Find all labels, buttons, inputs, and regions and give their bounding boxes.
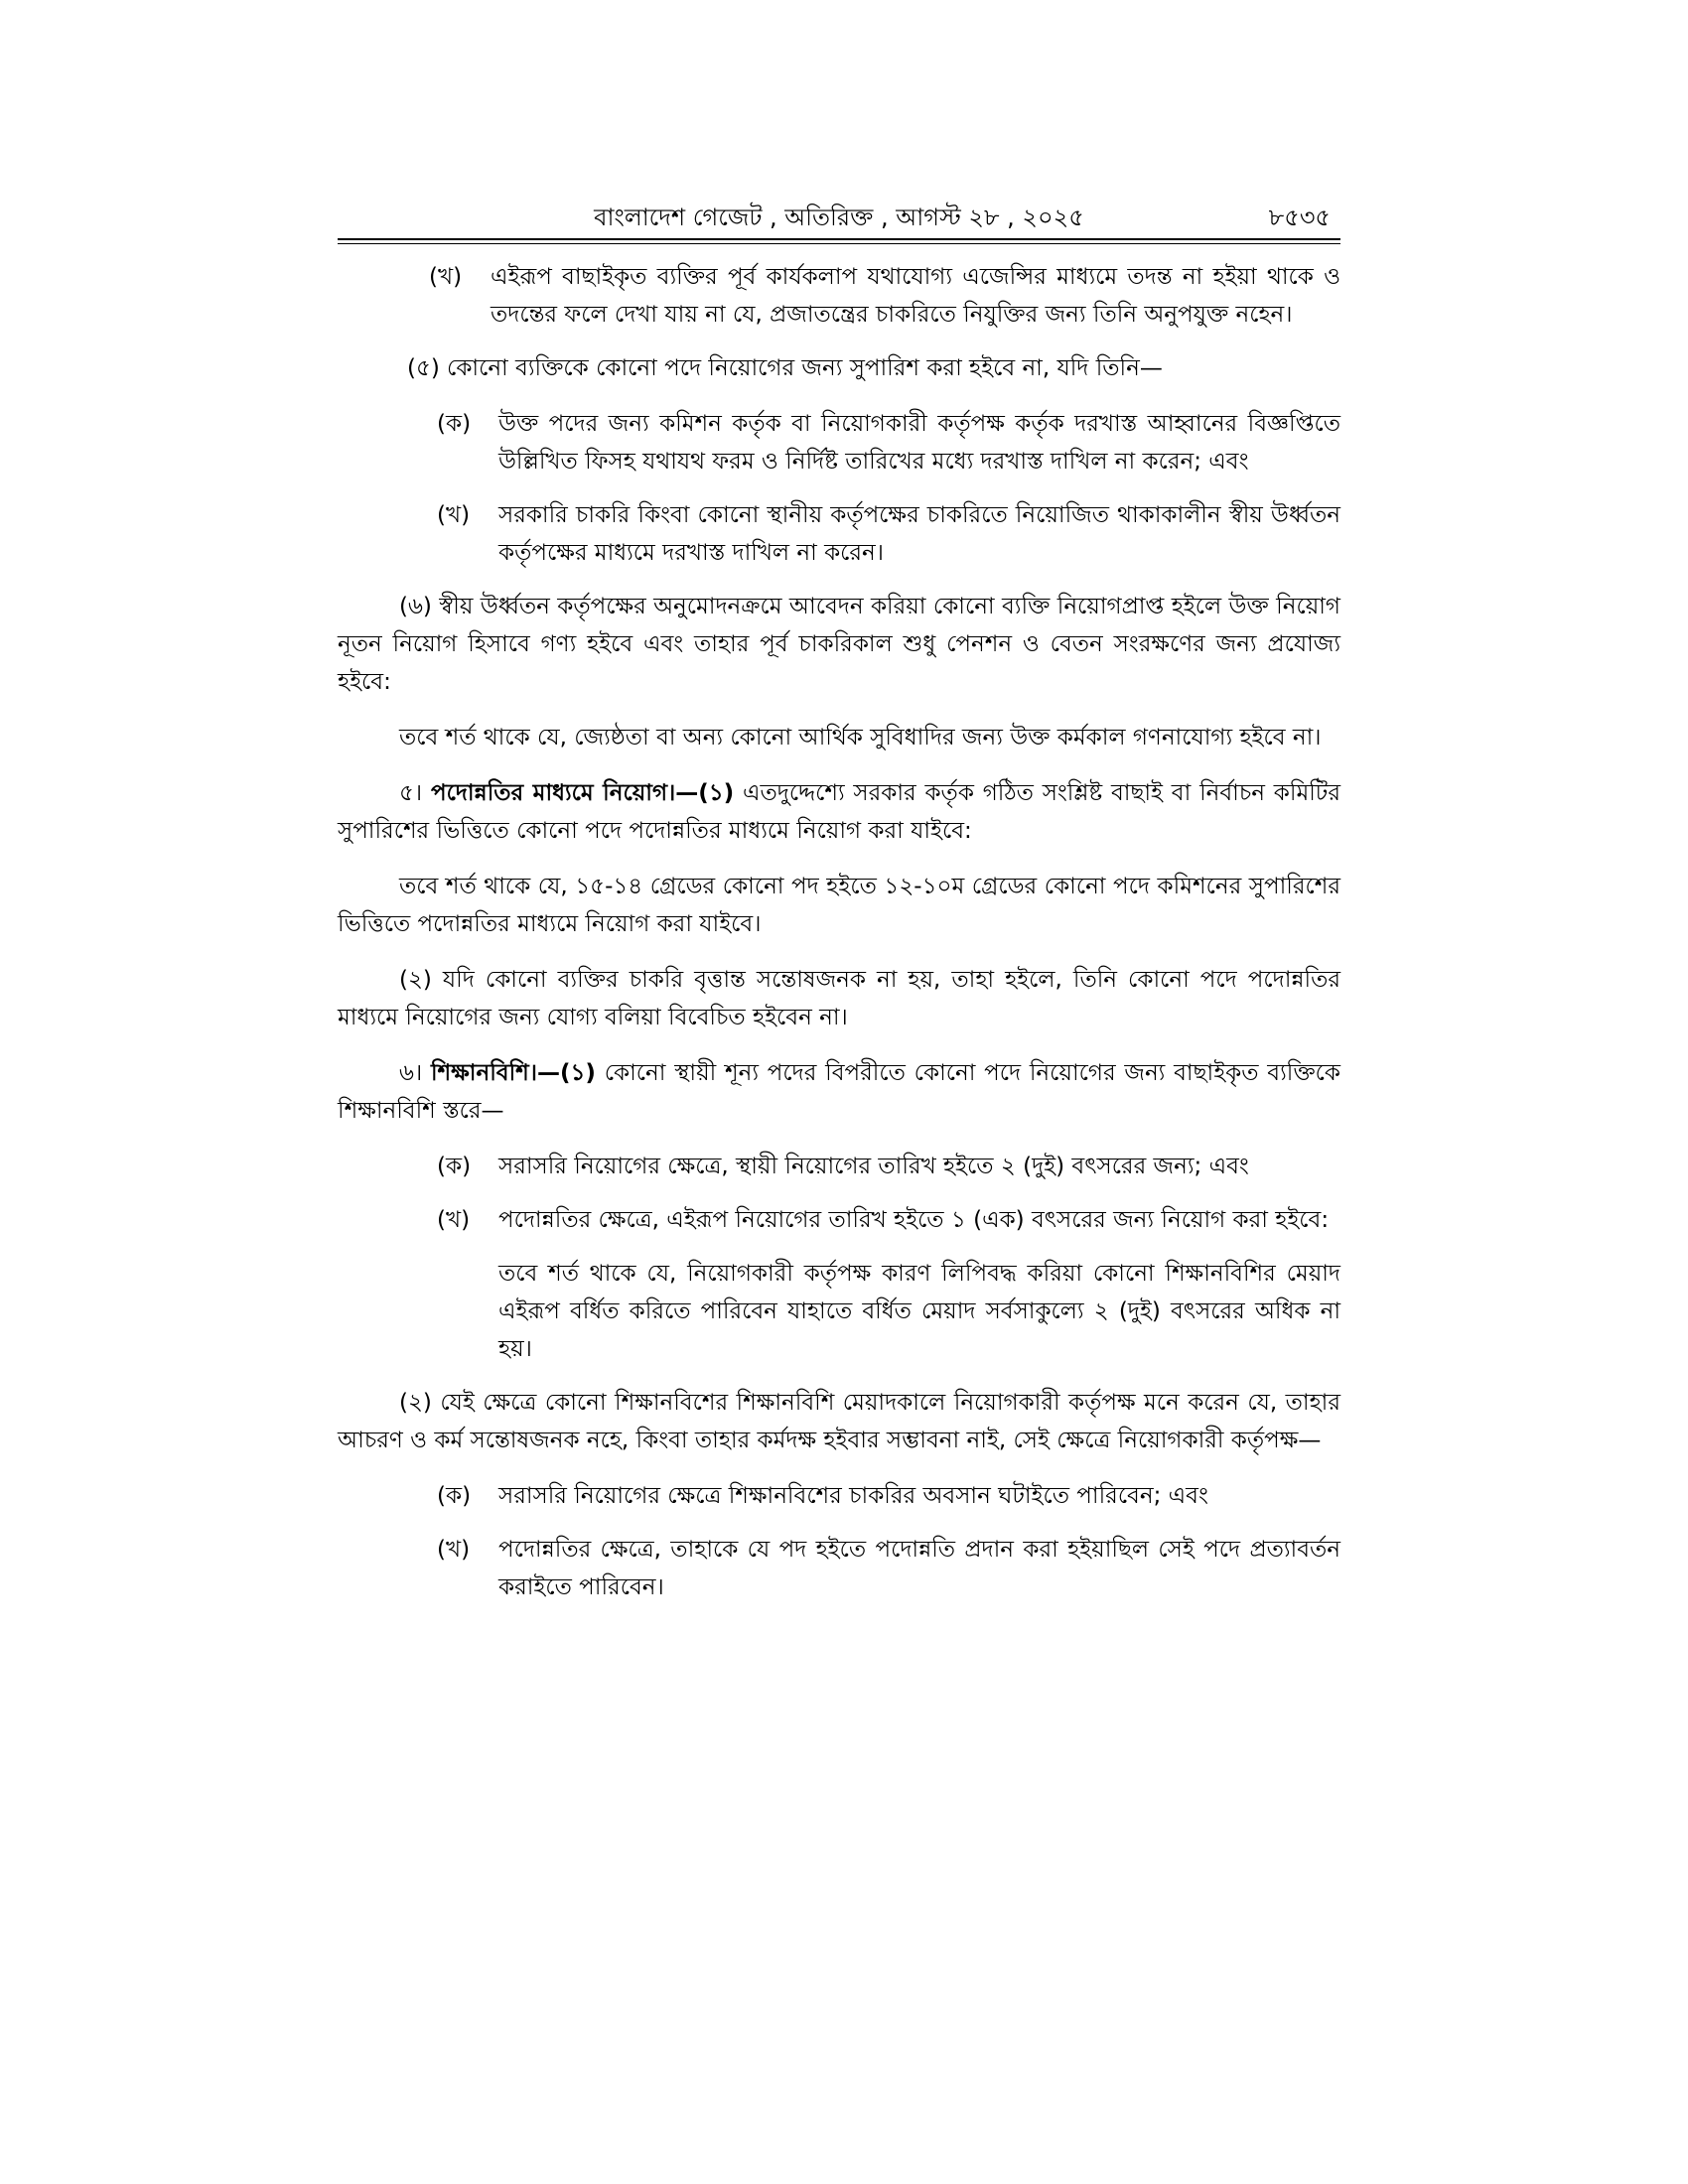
clause-text: সরাসরি নিয়োগের ক্ষেত্রে, স্থায়ী নিয়োগের তারিখ হইতে ২ (দুই) বৎসরের জন্য; এবং <box>498 1154 1249 1179</box>
gazette-page <box>338 195 1340 1622</box>
subsection-number: (১) <box>559 1060 596 1086</box>
header-title: বাংলাদেশ গেজেট , অতিরিক্ত , আগস্ট ২৮ , ২০২৫ <box>594 204 1084 231</box>
proviso-5: তবে শর্ত থাকে যে, ১৫-১৪ গ্রেডের কোনো পদ হইতে ১২-১০ম গ্রেডের কোনো পদে কমিশনের সুপারিশের ভিত্তিতে পদোন্নতির মাধ্যমে নিয়োগ করা যাইবে। <box>338 874 1340 937</box>
clause-label: (৫) <box>407 355 440 381</box>
clause-label: (ক) <box>437 1483 472 1509</box>
clause-label: (খ) <box>437 1207 471 1233</box>
clause-ka-6 <box>437 1148 1340 1185</box>
clause-text: উক্ত পদের জন্য কমিশন কর্তৃক বা নিয়োগকারী কর্তৃপক্ষ কর্তৃক দরখাস্ত আহ্বানের বিজ্ঞপ্তিতে উল্লিখিত ফিসহ যথাযথ ফরম ও নির্দিষ্ট তারিখের মধ্যে দরখাস্ত দাখিল না করেন; এবং <box>498 411 1340 475</box>
clause-text: কোনো ব্যক্তিকে কোনো পদে নিয়োগের জন্য সুপারিশ করা হইবে না, যদি তিনি— <box>447 355 1163 381</box>
subsection-6: (৬) স্বীয় উর্ধ্বতন কর্তৃপক্ষের অনুমোদনক্রমে আবেদন করিয়া কোনো ব্যক্তি নিয়োগপ্রাপ্ত হইলে উক্ত নিয়োগ নূতন নিয়োগ হিসাবে গণ্য হইবে এবং তাহার পূর্ব চাকরিকাল শুধু পেনশন ও বেতন সংরক্ষণের জন্য প্রযোজ্য হইবে: <box>338 594 1340 695</box>
proviso-6-kha: তবে শর্ত থাকে যে, নিয়োগকারী কর্তৃপক্ষ কারণ লিপিবদ্ধ করিয়া কোনো শিক্ষানবিশির মেয়াদ এইরূপ বর্ধিত করিতে পারিবেন যাহাতে বর্ধিত মেয়াদ সর্বসাকুল্যে ২ (দুই) বৎসরের অধিক না হয়। <box>498 1261 1340 1362</box>
section-number: ৬। <box>399 1060 423 1086</box>
proviso-6: তবে শর্ত থাকে যে, জ্যেষ্ঠতা বা অন্য কোনো আর্থিক সুবিধাদির জন্য উক্ত কর্মকাল গণনাযোগ্য হইবে না। <box>399 725 1322 751</box>
clause-text: সরাসরি নিয়োগের ক্ষেত্রে শিক্ষানবিশের চাকরির অবসান ঘটাইতে পারিবেন; এবং <box>498 1483 1208 1509</box>
clause-label: (খ) <box>429 264 463 290</box>
clause-label: (খ) <box>437 1537 471 1563</box>
clause-label: (ক) <box>437 411 472 437</box>
section-6 <box>338 1054 1340 1130</box>
clause-text: পদোন্নতির ক্ষেত্রে, এইরূপ নিয়োগের তারিখ হইতে ১ (এক) বৎসরের জন্য নিয়োগ করা হইবে: <box>498 1207 1330 1233</box>
clause-label: (ক) <box>437 1154 472 1179</box>
clause-text: পদোন্নতির ক্ষেত্রে, তাহাকে যে পদ হইতে পদোন্নতি প্রদান করা হইয়াছিল সেই পদে প্রত্যাবর্তন করাইতে পারিবেন। <box>498 1537 1340 1600</box>
clause-kha-6-2 <box>437 1531 1340 1606</box>
section-6-subsection-2: (২) যেই ক্ষেত্রে কোনো শিক্ষানবিশের শিক্ষানবিশি মেয়াদকালে নিয়োগকারী কর্তৃপক্ষ মনে করেন যে, তাহার আচরণ ও কর্ম সন্তোষজনক নহে, কিংবা তাহার কর্মদক্ষ হইবার সম্ভাবনা নাই, সেই ক্ষেত্রে নিয়োগকারী কর্তৃপক্ষ— <box>338 1390 1340 1453</box>
header-rule-thin <box>338 243 1340 244</box>
clause-label: (খ) <box>437 502 471 528</box>
header-rule-thick <box>338 238 1340 240</box>
clause-text: এইরূপ বাছাইকৃত ব্যক্তির পূর্ব কার্যকলাপ যথাযোগ্য এজেন্সির মাধ্যমে তদন্ত না হইয়া থাকে ও তদন্তের ফলে দেখা যায় না যে, প্রজাতন্ত্রের চাকরিতে নিযুক্তির জন্য তিনি অনুপযুক্ত নহেন। <box>491 264 1340 328</box>
clause-kha-1 <box>429 258 1340 334</box>
section-heading: শিক্ষানবিশি।— <box>430 1060 560 1086</box>
page-header <box>338 195 1340 238</box>
clause-ka-6-2 <box>437 1477 1340 1515</box>
section-5-subsection-2: (২) যদি কোনো ব্যক্তির চাকরি বৃত্তান্ত সন্তোষজনক না হয়, তাহা হইলে, তিনি কোনো পদে পদোন্নতির মাধ্যমে নিয়োগের জন্য যোগ্য বলিয়া বিবেচিত হইবেন না। <box>338 967 1340 1030</box>
section-text: এতদুদ্দেশ্যে সরকার কর্তৃক গঠিত সংশ্লিষ্ট বাছাই বা নির্বাচন কমিটির সুপারিশের ভিত্তিতে কোনো পদে পদোন্নতির মাধ্যমে নিয়োগ করা যাইবে: <box>338 780 1340 844</box>
section-5 <box>338 774 1340 850</box>
clause-ka-2 <box>437 405 1340 480</box>
subsection-number: (১) <box>698 780 735 806</box>
section-heading: পদোন্নতির মাধ্যমে নিয়োগ।— <box>430 780 699 806</box>
subsection-5 <box>407 349 1340 387</box>
page-number: ৮৫৩৫ <box>1268 204 1331 231</box>
section-number: ৫। <box>399 780 423 806</box>
clause-kha-2 <box>437 496 1340 572</box>
clause-text: সরকারি চাকরি কিংবা কোনো স্থানীয় কর্তৃপক্ষের চাকরিতে নিয়োজিত থাকাকালীন স্বীয় উর্ধ্বতন কর্তৃপক্ষের মাধ্যমে দরখাস্ত দাখিল না করেন। <box>498 502 1340 566</box>
clause-kha-6 <box>437 1201 1340 1239</box>
section-text: কোনো স্থায়ী শূন্য পদের বিপরীতে কোনো পদে নিয়োগের জন্য বাছাইকৃত ব্যক্তিকে শিক্ষানবিশি স্তরে— <box>338 1060 1340 1124</box>
